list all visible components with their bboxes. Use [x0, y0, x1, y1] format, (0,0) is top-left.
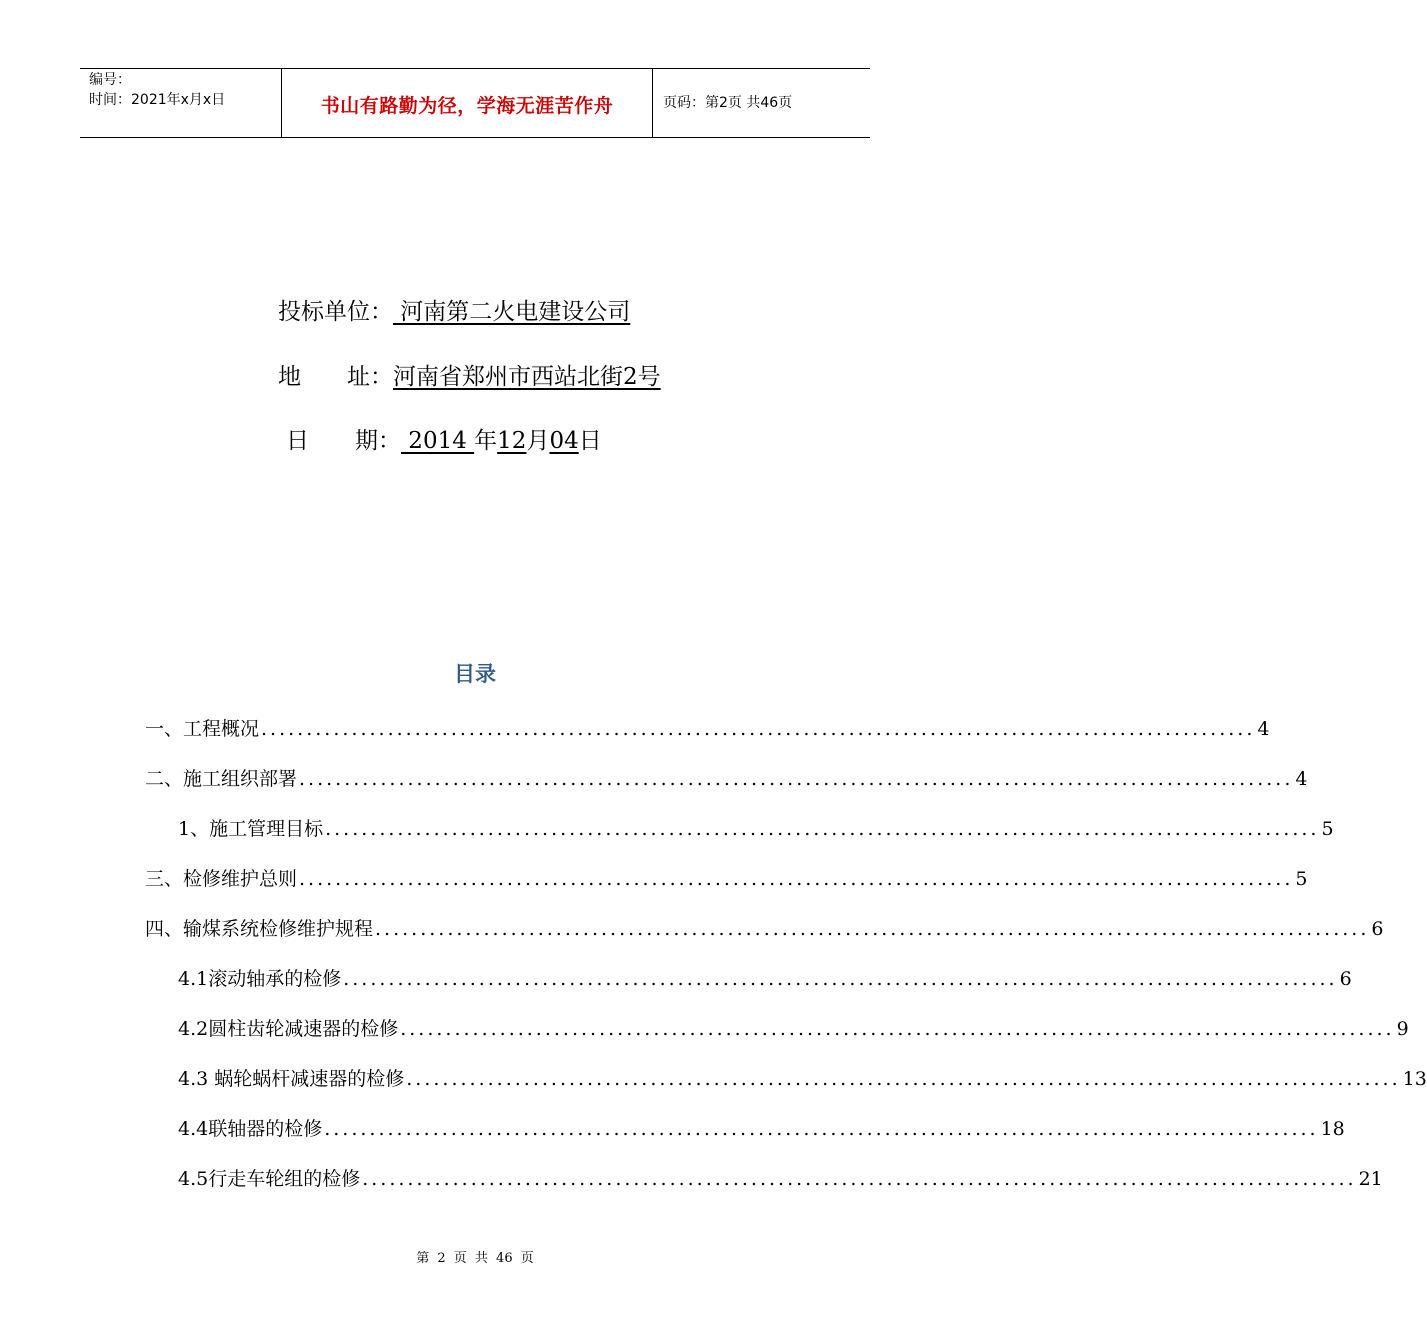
toc-item[interactable]	[178, 1112, 1345, 1142]
bidder-address-row	[278, 362, 661, 392]
toc-item-text: 4.5行走车轮组的检修	[178, 1168, 361, 1190]
toc-item-page: 9	[1396, 1018, 1409, 1040]
date-day-suffix: 日	[578, 428, 602, 454]
toc-leader: ..............................................................................................................	[299, 868, 1294, 890]
date-year-suffix: 年	[474, 428, 498, 454]
time-label: 时间：2021年x月x日	[89, 92, 226, 108]
toc-item-page: 4	[1295, 768, 1308, 790]
bidder-unit-row	[278, 297, 630, 327]
toc-item[interactable]	[145, 762, 1308, 792]
toc-leader: ..............................................................................................................	[375, 918, 1370, 940]
toc-leader: ..............................................................................................................	[299, 768, 1294, 790]
unit-value: 河南第二火电建设公司	[393, 299, 631, 325]
toc-leader: ..............................................................................................................	[325, 818, 1320, 840]
toc-item-text: 四、输煤系统检修维护规程	[145, 918, 374, 940]
toc-item-page: 13	[1402, 1068, 1427, 1090]
page-footer: 第 2 页 共 46 页	[416, 1251, 534, 1266]
page-header	[80, 68, 870, 138]
toc-item[interactable]	[145, 862, 1308, 892]
toc-item-text: 4.1滚动轴承的检修	[178, 968, 342, 990]
toc-item-text: 4.3 蜗轮蜗杆减速器的检修	[178, 1068, 405, 1090]
header-page-info: 页码：第2页 共46页	[663, 95, 793, 111]
toc-item-text: 4.2圆柱齿轮减速器的检修	[178, 1018, 399, 1040]
toc-item[interactable]	[145, 912, 1384, 942]
toc-item-page: 5	[1321, 818, 1334, 840]
toc-leader: ..............................................................................................................	[261, 718, 1256, 740]
toc-item[interactable]	[145, 712, 1270, 742]
toc-leader: ..............................................................................................................	[400, 1018, 1395, 1040]
date-label: 日 期：	[286, 428, 401, 454]
unit-label: 投标单位：	[278, 299, 393, 325]
toc-item-page: 21	[1358, 1168, 1383, 1190]
toc-item-text: 4.4联轴器的检修	[178, 1118, 323, 1140]
header-page-cell	[653, 69, 870, 137]
toc-leader: ..............................................................................................................	[362, 1168, 1357, 1190]
toc-item-text: 一、工程概况	[145, 718, 260, 740]
serial-label: 编号：	[89, 72, 131, 88]
toc-leader: ..............................................................................................................	[343, 968, 1338, 990]
toc-item-text: 三、检修维护总则	[145, 868, 298, 890]
header-meta-cell	[80, 69, 282, 137]
toc-item-text: 1、施工管理目标	[178, 818, 324, 840]
toc-item[interactable]	[178, 1162, 1383, 1192]
toc-item-page: 6	[1339, 968, 1352, 990]
toc-item[interactable]	[178, 812, 1334, 842]
date-year: 2014	[401, 428, 475, 454]
toc-item-page: 5	[1295, 868, 1308, 890]
date-day: 04	[549, 428, 579, 454]
address-label: 地 址：	[278, 364, 393, 390]
toc-title: 目录	[454, 662, 496, 686]
toc-item-page: 18	[1320, 1118, 1345, 1140]
toc-item-text: 二、施工组织部署	[145, 768, 298, 790]
toc-leader: ..............................................................................................................	[324, 1118, 1319, 1140]
bidder-date-row	[286, 426, 602, 456]
header-motto-cell	[282, 69, 653, 137]
address-value: 河南省郑州市西站北街2号	[393, 364, 661, 390]
toc-item[interactable]	[178, 1012, 1409, 1042]
date-month: 12	[497, 428, 527, 454]
motto-text: 书山有路勤为径，学海无涯苦作舟	[320, 95, 614, 117]
toc-item[interactable]	[178, 962, 1352, 992]
toc-leader: ..............................................................................................................	[406, 1068, 1401, 1090]
toc-item-page: 4	[1257, 718, 1270, 740]
date-month-suffix: 月	[526, 428, 550, 454]
toc-item[interactable]	[178, 1062, 1427, 1092]
toc-item-page: 6	[1371, 918, 1384, 940]
